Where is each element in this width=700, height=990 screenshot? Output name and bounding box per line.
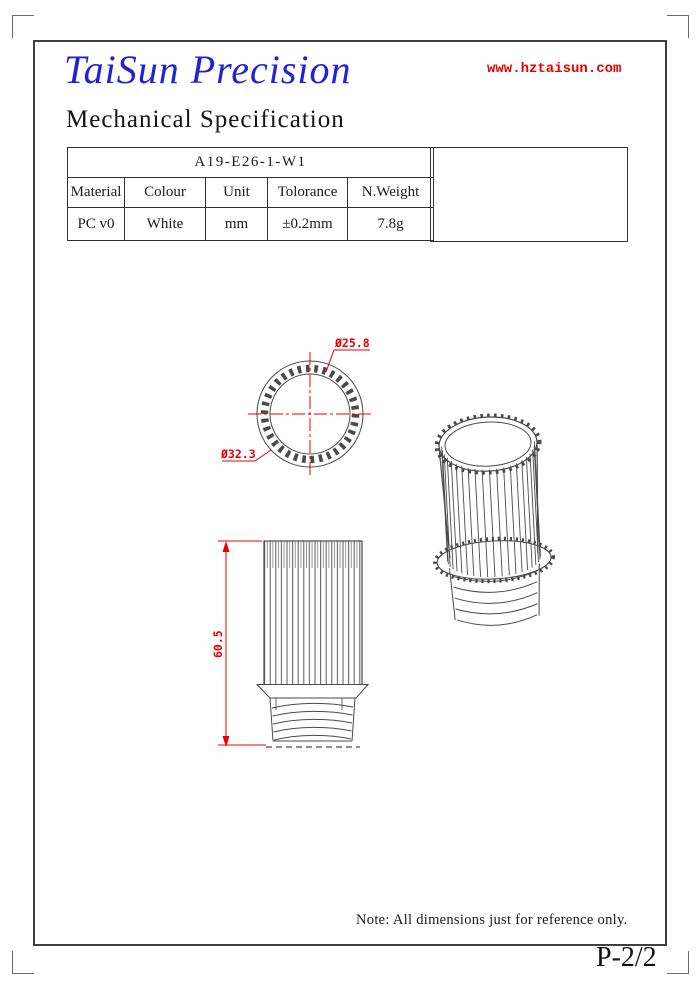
reference-note: Note: All dimensions just for reference only. xyxy=(356,912,628,928)
value-material: PC v0 xyxy=(68,208,125,241)
dim-label-height: 60.5 xyxy=(211,630,225,658)
part-number-cell: A19-E26-1-W1 xyxy=(68,148,434,178)
col-header-unit: Unit xyxy=(206,178,268,208)
iso-view xyxy=(428,413,557,628)
value-weight: 7.8g xyxy=(348,208,434,241)
side-view-rib-teeth-band xyxy=(264,541,362,568)
col-header-tolerance: Tolorance xyxy=(268,178,348,208)
value-tolerance: ±0.2mm xyxy=(268,208,348,241)
leader-inner-diameter xyxy=(326,350,370,372)
arrow-up xyxy=(223,541,230,552)
page-title: Mechanical Specification xyxy=(66,106,345,133)
side-view-flange xyxy=(257,685,368,699)
value-colour: White xyxy=(125,208,206,241)
col-header-colour: Colour xyxy=(125,178,206,208)
value-unit: mm xyxy=(206,208,268,241)
col-header-material: Material xyxy=(68,178,125,208)
dim-label-outer-diameter: Ø32.3 xyxy=(221,447,256,461)
page-number: P-2/2 xyxy=(596,942,657,973)
dim-label-inner-diameter: Ø25.8 xyxy=(335,336,370,350)
website-url: www.hztaisun.com xyxy=(487,61,622,77)
col-header-weight: N.Weight xyxy=(348,178,434,208)
side-view-dimension xyxy=(218,541,266,747)
side-view-screw-base xyxy=(270,698,355,741)
side-view xyxy=(257,541,368,747)
company-logo-text: TaiSun Precision xyxy=(64,47,352,92)
